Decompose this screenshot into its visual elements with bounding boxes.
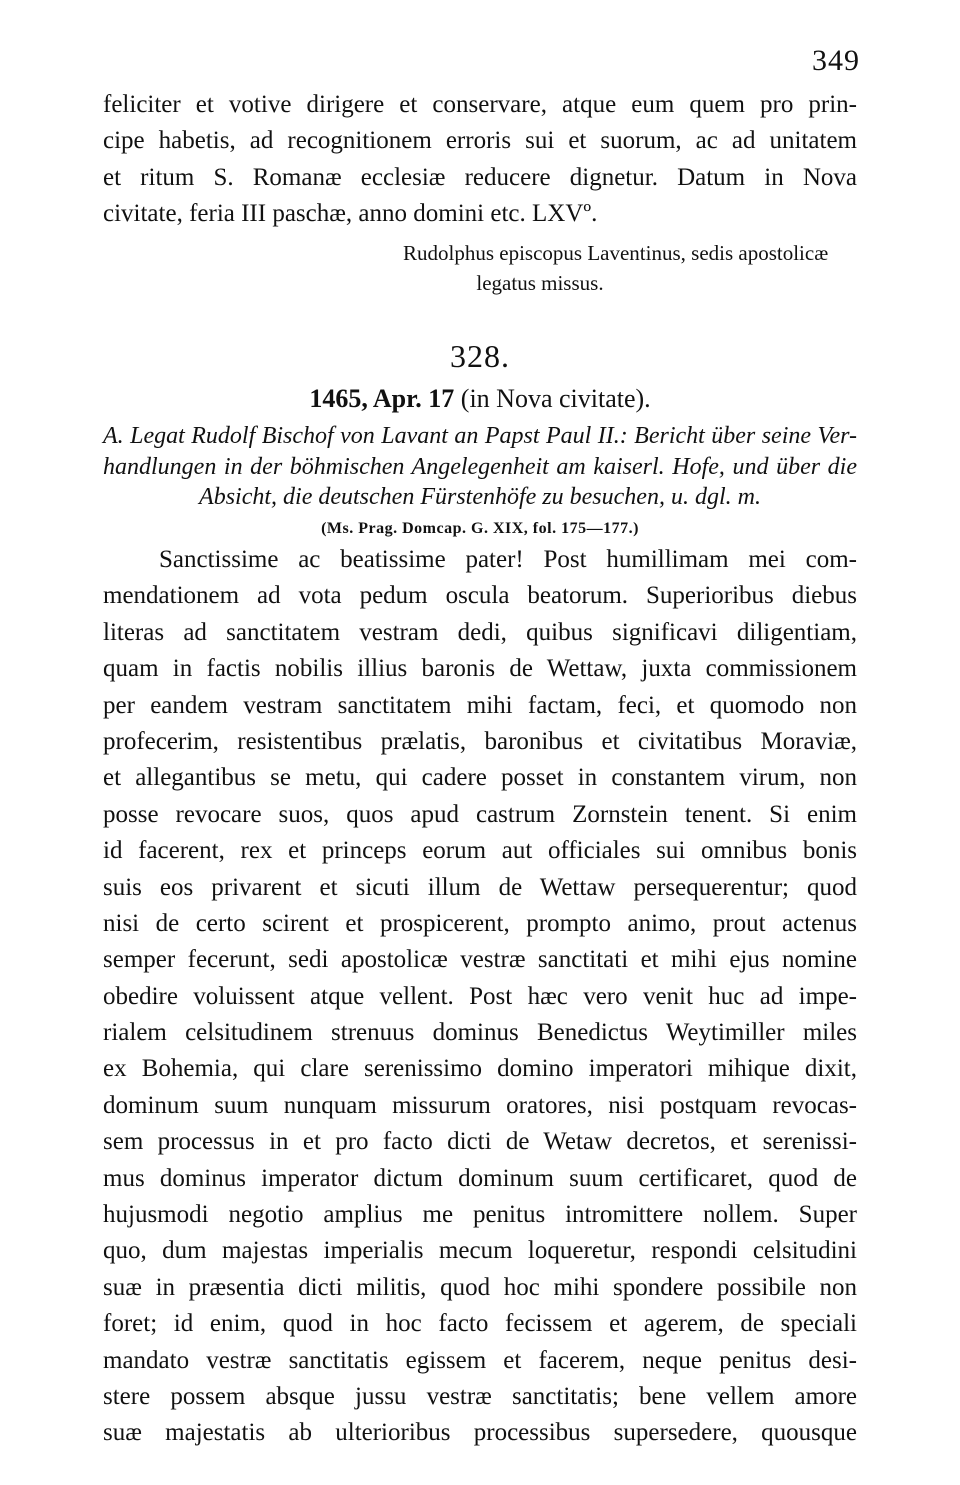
text-line: civitate, feria III paschæ, anno domini etc. LXVº. <box>103 200 598 228</box>
text-line: feliciter et votive dirigere et conservare, atque eum quem pro prin- <box>103 91 857 118</box>
text-line: suis eos privarent et sicuti illum de Wettaw persequerentur; quod <box>103 873 857 901</box>
text-line: dominum suum nunquam missurum oratores, nisi postquam revocas- <box>103 1091 857 1119</box>
text-line: stere possem absque jussu vestræ sanctitatis; bene vellem amore <box>103 1382 857 1410</box>
text-line: ex Bohemia, qui clare serenissimo domino imperatori mihique dixit, <box>103 1055 857 1083</box>
text-line: et allegantibus se metu, qui cadere posset in constantem virum, non <box>103 764 857 792</box>
text-line: posse revocare suos, quos apud castrum Zornstein tenent. Si enim <box>103 800 857 828</box>
text-line: suæ majestatis ab ulterioribus processibus supersedere, quousque <box>103 1419 857 1447</box>
date-place: (in Nova civitate). <box>454 384 651 413</box>
document-date <box>103 380 857 418</box>
regest-line: handlungen in der böhmischen Angelegenheit am kaiserl. Hofe, und über die <box>103 453 857 480</box>
text-line: mandato vestræ sanctitatis egissem et facerem, neque penitus desi- <box>103 1346 857 1374</box>
text-line: foret; id enim, quod in hoc facto fecissem et agerem, de speciali <box>103 1310 857 1338</box>
text-line: literas ad sanctitatem vestram dedi, quibus significavi diligentiam, <box>103 618 857 646</box>
text-line: suæ in præsentia dicti militis, quod hoc mihi spondere possibile non <box>103 1273 857 1301</box>
signature <box>103 238 857 298</box>
regest-line: Absicht, die deutschen Fürstenhöfe zu besuchen, u. dgl. m. <box>199 484 761 510</box>
text-line: id facerent, rex et princeps eorum aut officiales sui omnibus bonis <box>103 837 857 865</box>
text-line: mendationem ad vota pedum oscula beatorum. Superioribus diebus <box>103 582 857 610</box>
text-line: mus dominus imperator dictum dominum suum certificaret, quod de <box>103 1164 857 1192</box>
signature-line: Rudolphus episcopus Laventinus, sedis apostolicæ <box>403 241 829 265</box>
text-line: cipe habetis, ad recognitionem erroris sui et suorum, ac ad unitatem <box>103 127 857 155</box>
date-bold: 1465, Apr. 17 <box>309 384 455 413</box>
text-line: quam in factis nobilis illius baronis de Wettaw, juxta commissionem <box>103 655 857 683</box>
text-line: sem processus in et pro facto dicti de Wetaw decretos, et serenissi- <box>103 1128 857 1156</box>
text-line: profecerim, resistentibus prælatis, baronibus et civitatibus Moraviæ, <box>103 727 857 755</box>
regest <box>103 421 857 545</box>
regest-line: A. Legat Rudolf Bischof von Lavant an Papst Paul II.: Bericht über seine Ver- <box>103 423 857 449</box>
text-line: semper fecerunt, sedi apostolicæ vestræ sanctitati et mihi ejus nomine <box>103 946 857 974</box>
text-line: rialem celsitudinem strenuus dominus Benedictus Weytimiller miles <box>103 1019 857 1047</box>
letter-body <box>103 542 857 1452</box>
document-header <box>103 332 857 418</box>
text-line: quo, dum majestas imperialis mecum loqueretur, respondi celsitudini <box>103 1237 857 1265</box>
top-paragraph <box>103 87 857 233</box>
source-citation: (Ms. Prag. Domcap. G. XIX, fol. 175—177.) <box>321 519 639 537</box>
text-line: per eandem vestram sanctitatem mihi factam, feci, et quomodo non <box>103 691 857 719</box>
signature-line: legatus missus. <box>476 271 604 295</box>
text-line: Sanctissime ac beatissime pater! Post humillimam mei com- <box>159 546 857 573</box>
document-number: 328. <box>450 338 510 374</box>
text-line: nisi de certo scirent et prospicerent, prompto animo, prout actenus <box>103 909 857 937</box>
text-line: et ritum S. Romanæ ecclesiæ reducere dignetur. Datum in Nova <box>103 163 857 191</box>
text-line: hujusmodi negotio amplius me penitus intromittere nollem. Super <box>103 1201 857 1229</box>
page-number: 349 <box>812 44 860 77</box>
text-line: obedire voluissent atque vellent. Post hæc vero venit huc ad impe- <box>103 982 857 1010</box>
